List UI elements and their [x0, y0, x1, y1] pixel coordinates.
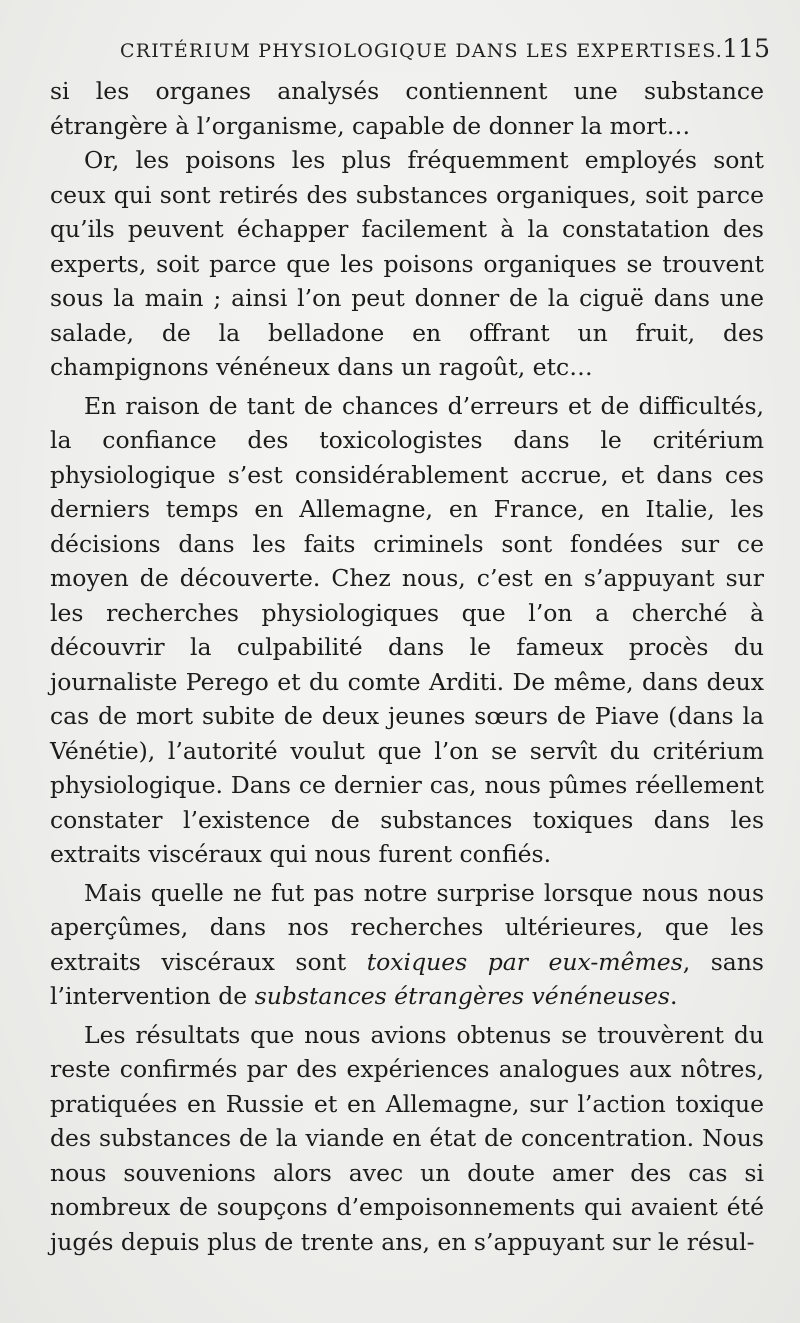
- paragraph-4: [50, 876, 764, 1014]
- paragraph-4-text-end: .: [669, 982, 678, 1010]
- body-text: [50, 74, 764, 1259]
- paragraph-3: En raison de tant de chances d’erreurs et de difficultés, la confiance des toxicologistes dans le critérium physiologique s’est considérablement accrue, et dans ces derniers temps en Allemagne, en France, en Italie, les décisions dans les faits criminels sont fondées sur ce moyen de découverte. Chez nous, c’est en s’appuyant sur les recherches physiologiques que l’on a cherché à découvrir la culpabilité dans le fameux procès du journaliste Perego et du comte Arditi. De même, dans deux cas de mort subite de deux jeunes sœurs de Piave (dans la Vénétie), l’autorité voulut que l’on se servît du critérium physiologique. Dans ce dernier cas, nous pûmes réellement constater l’existence de substances toxiques dans les extraits viscéraux qui nous furent confiés.: [50, 391, 764, 868]
- paragraph-1: si les organes analysés contiennent une substance étrangère à l’organisme, capable de donner la mort…: [50, 77, 764, 140]
- running-title: CRITÉRIUM PHYSIOLOGIQUE DANS LES EXPERTISES.: [120, 40, 724, 62]
- page-header: [120, 34, 770, 74]
- paragraph-5: Les résultats que nous avions obtenus se trouvèrent du reste confirmés par des expériences analogues aux nôtres, pratiquées en Russie et en Allemagne, sur l’action toxique des substances de la viande en état de concentration. Nous nous souvenions alors avec un doute amer des cas si nombreux de soupçons d’empoisonnements qui avaient été jugés depuis plus de trente ans, en s’appuyant sur le résul-: [50, 1020, 764, 1256]
- page-number: 115: [722, 34, 770, 63]
- paragraph-4-text-middle: , sans l’intervention de: [50, 947, 764, 1010]
- paragraph-4-italic-phrase-2: substances étrangères vénéneuses: [254, 982, 670, 1010]
- paragraph-4-italic-phrase-1: toxiques par eux-mêmes: [366, 947, 683, 976]
- paragraph-4-text-start: Mais quelle ne fut pas notre surprise lorsque nous nous aperçûmes, dans nos recherches ultérieures, que les extraits viscéraux sont: [50, 878, 764, 976]
- paragraph-2: Or, les poisons les plus fréquemment employés sont ceux qui sont retirés des substances organiques, soit parce qu’ils peuvent échapper facilement à la constatation des experts, soit parce que les poisons organiques se trouvent sous la main ; ainsi l’on peut donner de la ciguë dans une salade, de la belladone en offrant un fruit, des champignons vénéneux dans un ragoût, etc…: [50, 146, 764, 381]
